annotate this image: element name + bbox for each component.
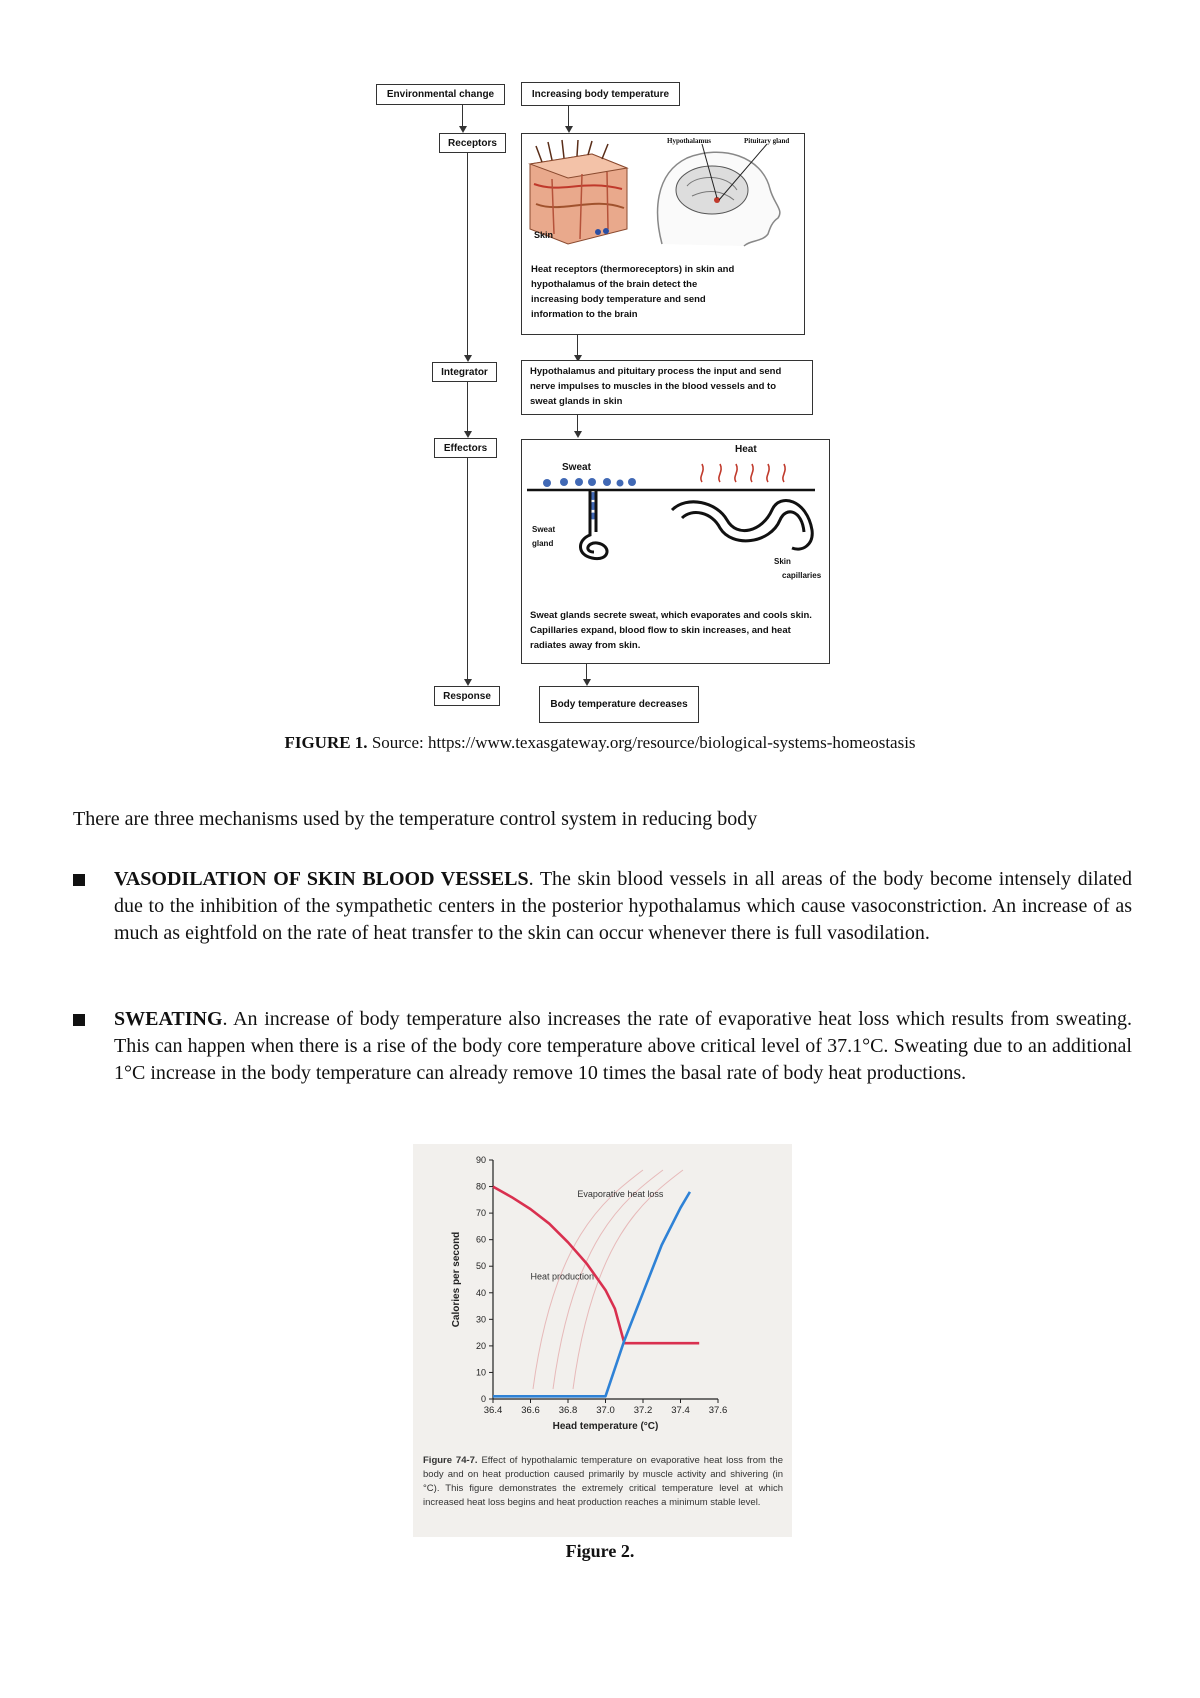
connector-arrow [464, 431, 472, 438]
connector-line [586, 664, 587, 679]
increasing-temperature-label: Increasing body temperature [531, 88, 670, 100]
receptors-label: Receptors [448, 137, 497, 149]
connector-arrow [464, 355, 472, 362]
chart-caption-label: Figure 74-7. [423, 1455, 478, 1466]
y-tick-label: 40 [475, 1287, 486, 1298]
increasing-temperature-box [521, 82, 680, 106]
chart-caption [423, 1454, 783, 1510]
bullet-heading: VASODILATION OF SKIN BLOOD VESSELS [114, 868, 529, 890]
bullet-sweating [114, 1006, 1132, 1087]
effectors-box [434, 438, 497, 458]
y-tick-label: 10 [475, 1367, 486, 1378]
connector-line [577, 335, 578, 355]
bullet-text: . An increase of body temperature also increases the rate of evaporative heat loss which results from sweating. This can happen when there is a rise of the body core temperature above critical level of 37.1°C. Sweating due to an additional 1°C increase in the body temperature can already remove 10 times the basal rate of body heat productions. [114, 1008, 1132, 1084]
integrator-label: Integrator [441, 366, 488, 378]
x-tick-label: 37.4 [671, 1405, 690, 1416]
hypothalamus-label: Hypothalamus [667, 137, 711, 145]
figure-1-source: Source: https://www.texasgateway.org/resource/biological-systems-homeostasis [367, 733, 916, 752]
environmental-change-label: Environmental change [386, 89, 495, 100]
x-tick-label: 37.0 [596, 1405, 615, 1416]
bullet-square-icon [73, 874, 85, 886]
pituitary-gland-label: Pituitary gland [744, 137, 790, 145]
sweat-gland-label-line: gland [532, 539, 554, 548]
integrator-panel [521, 360, 813, 415]
evaporative-heat-loss-line [493, 1192, 690, 1396]
x-tick-label: 36.4 [483, 1405, 503, 1416]
response-box [434, 686, 500, 706]
x-tick-label: 37.6 [708, 1405, 728, 1416]
connector-arrow [464, 679, 472, 686]
y-axis-label: Calories per second [451, 1231, 462, 1328]
chart-caption-text: Effect of hypothalamic temperature on evaporative heat loss from the body and on heat production caused primarily by muscle activity and shivering (in °C). This figure demonstrates the extremely critical temperature level at which increased heat loss begins and heat production reaches a minimum stable level. [423, 1455, 783, 1508]
chart-series [493, 1187, 699, 1397]
response-label: Response [443, 690, 491, 702]
effectors-label: Effectors [443, 442, 488, 454]
effectors-description: Sweat glands secrete sweat, which evaporates and cools skin. Capillaries expand, blood flow to skin increases, and heat radiates away from skin. [530, 610, 812, 651]
connector-line [577, 415, 578, 431]
series-label: Evaporative heat loss [577, 1189, 664, 1200]
y-tick-label: 30 [475, 1314, 486, 1325]
connector-arrow [565, 126, 573, 133]
y-tick-label: 20 [475, 1340, 486, 1351]
figure-2-chart-photo [413, 1144, 792, 1537]
connector-arrow [459, 126, 467, 133]
environmental-change-box [376, 84, 505, 105]
figure-1-caption [0, 733, 1200, 753]
receptors-box [439, 133, 506, 153]
y-tick-label: 90 [475, 1155, 486, 1165]
bullet-text: . The skin blood vessels in all areas of the body become intensely dilated due to the inhibition of the sympathetic centers in the posterior hypothalamus which cause vasoconstriction. An increase of as much as eightfold on the rate of heat transfer to the skin can occur whenever there is full vasodilation. [114, 868, 1132, 944]
skin-and-brain-illustration [522, 134, 802, 254]
connector-arrow [574, 431, 582, 438]
connector-line [467, 153, 468, 355]
integrator-box [432, 362, 497, 382]
sweat-gland-label-line: Sweat [532, 525, 556, 534]
temperature-chart [413, 1144, 792, 1444]
sweat-gland-label [532, 525, 555, 548]
sweat-and-capillaries-illustration [522, 440, 827, 595]
heat-production-line [493, 1187, 699, 1344]
heat-arrows [701, 464, 785, 482]
x-axis-label: Head temperature (°C) [552, 1421, 659, 1432]
figure-2-caption: Figure 2. [565, 1541, 635, 1561]
connector-line [467, 458, 468, 679]
connector-line [462, 105, 463, 126]
y-tick-label: 70 [475, 1208, 486, 1219]
y-tick-label: 50 [475, 1261, 486, 1272]
y-tick-label: 80 [475, 1181, 486, 1192]
y-tick-label: 60 [475, 1234, 486, 1245]
sweat-label: Sweat [562, 462, 591, 473]
skin-capillaries-label-line: capillaries [782, 571, 822, 580]
receptors-panel [521, 133, 805, 335]
figure-1-label: FIGURE 1. [284, 733, 368, 752]
bullet-vasodilation [114, 866, 1132, 947]
connector-line [467, 382, 468, 431]
connector-arrow [583, 679, 591, 686]
bullet-square-icon [73, 1014, 85, 1026]
response-description: Body temperature decreases [550, 699, 688, 710]
series-label: Heat production [530, 1271, 595, 1282]
skin-capillaries-label [774, 557, 822, 580]
heat-label: Heat [735, 444, 757, 455]
x-tick-label: 36.6 [521, 1405, 540, 1416]
connector-line [568, 106, 569, 126]
x-tick-label: 37.2 [633, 1405, 653, 1416]
y-tick-label: 0 [480, 1394, 486, 1404]
response-panel [539, 686, 699, 723]
intro-paragraph: There are three mechanisms used by the temperature control system in reducing body [73, 808, 758, 830]
x-tick-label: 36.8 [558, 1405, 578, 1416]
integrator-description: Hypothalamus and pituitary process the input and send nerve impulses to muscles in the blood vessels and to sweat glands in skin [530, 366, 782, 407]
receptors-description: Heat receptors (thermoreceptors) in skin and hypothalamus of the brain detect the increasing body temperature and send information to the brain [531, 264, 735, 320]
skin-label: Skin [534, 230, 554, 240]
skin-capillaries-label-line: Skin [774, 557, 791, 566]
bullet-heading: SWEATING [114, 1008, 223, 1030]
effectors-panel [521, 439, 830, 664]
